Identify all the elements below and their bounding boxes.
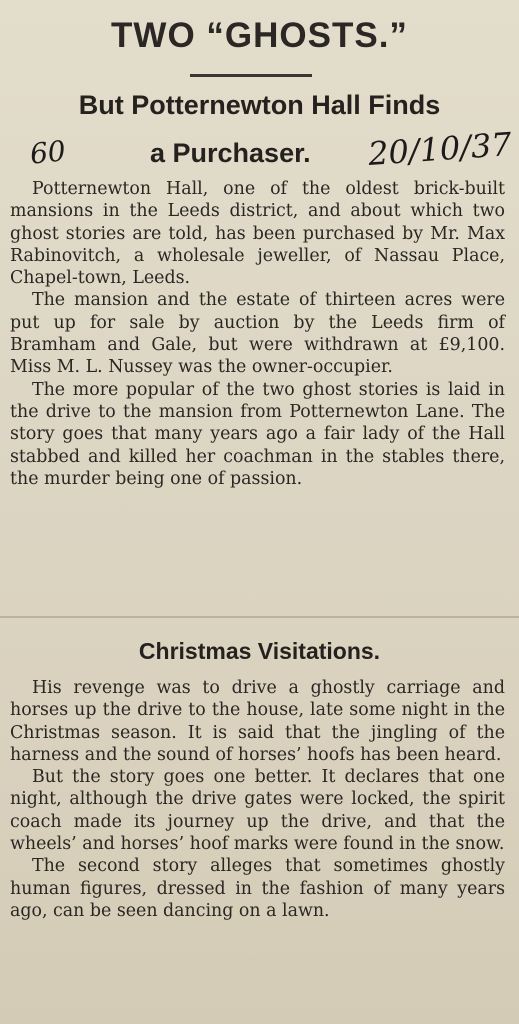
subhead-line-1: But Potternewton Hall Finds bbox=[78, 90, 441, 120]
paragraph: But the story goes one better. It declares that one night, although the drive gates were locked, the spirit coach made its journey up the drive, and that the wheels’ and horses’ hoof marks were found in the snow. bbox=[10, 767, 505, 855]
handwritten-date: 20/10/37 bbox=[366, 125, 513, 173]
paragraph: The second story alleges that sometimes ghostly human figures, dressed in the fashion of many years ago, can be seen dancing on a lawn. bbox=[10, 856, 505, 921]
paragraph: The more popular of the two ghost stories is laid in the drive to the mansion from Potternewton Lane. The story goes that many years ago a fair lady of the Hall stabbed and killed her coachman in the stables there, the murder being one of passion. bbox=[10, 379, 505, 489]
paragraph: Potternewton Hall, one of the oldest brick-built mansions in the Leeds district, and about which two ghost stories are told, has been purchased by Mr. Max Rabinovitch, a wholesale jeweller, of Nassau Place, Chapel-town, Leeds. bbox=[10, 179, 505, 289]
paper-fold bbox=[0, 616, 519, 618]
article-body-part-1 bbox=[10, 178, 505, 490]
article-body-part-2 bbox=[10, 677, 505, 922]
paragraph: The mansion and the estate of thirteen acres were put up for sale by auction by the Leeds firm of Bramham and Gale, but were withdrawn at £9,100. Miss M. L. Nussey was the owner-occupier. bbox=[10, 290, 505, 378]
section-heading: Christmas Visitations. bbox=[138, 638, 381, 664]
handwritten-note: 60 bbox=[28, 134, 68, 171]
paragraph: His revenge was to drive a ghostly carriage and horses up the drive to the house, late some night in the Christmas season. It is said that the jingling of the harness and the sound of horses’ hoofs has been heard. bbox=[10, 678, 505, 765]
headline: TWO “GHOSTS.” bbox=[111, 16, 408, 55]
headline-rule bbox=[190, 74, 312, 77]
subhead-line-2: a Purchaser. bbox=[150, 138, 311, 168]
